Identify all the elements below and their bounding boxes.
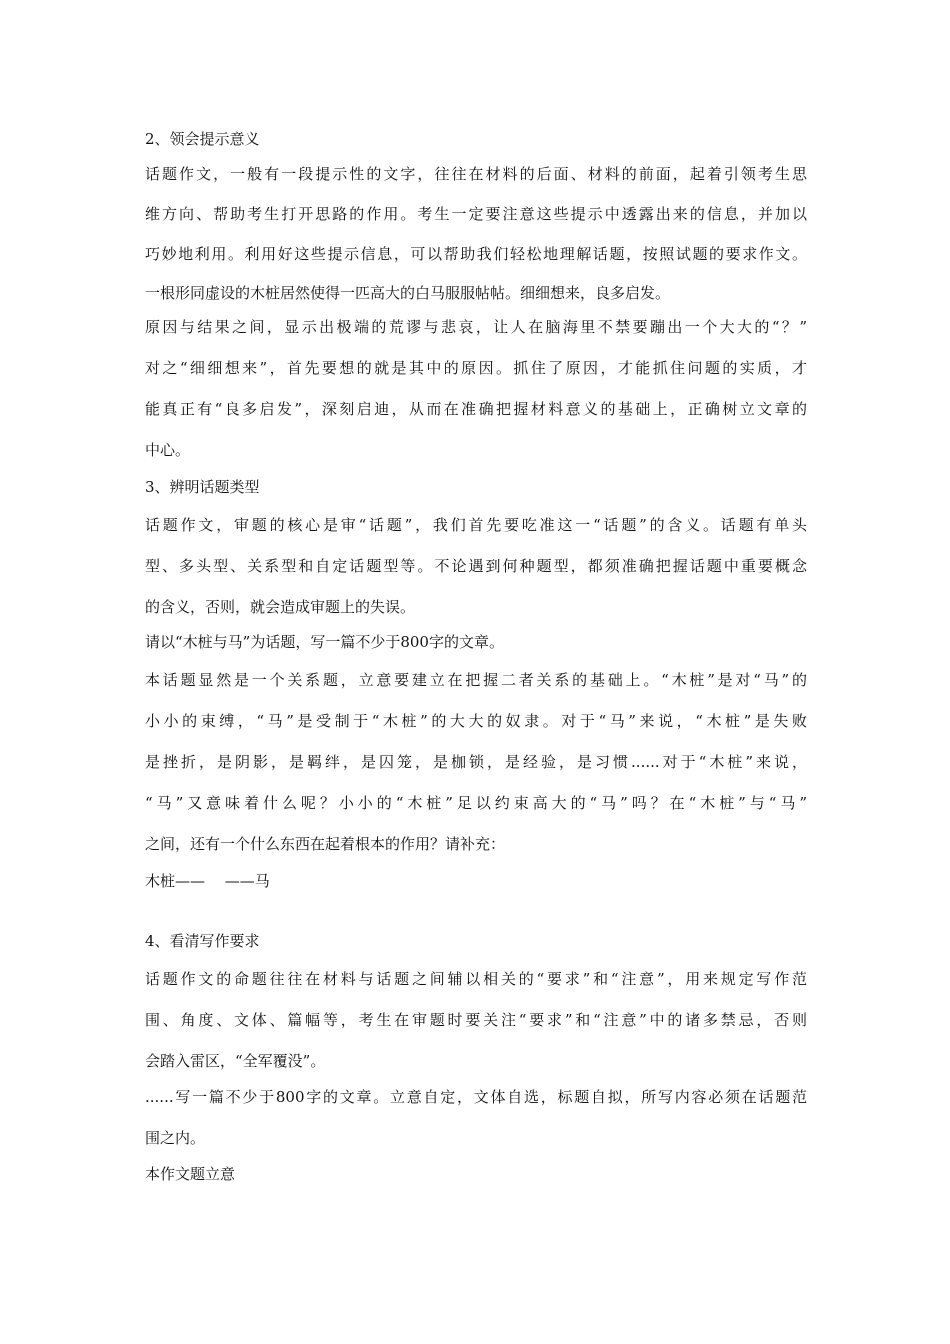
paragraph-line: 本话题显然是一个关系题，立意要建立在把握二者关系的基础上。“木桩”是对“马”的: [145, 671, 807, 689]
section-2-heading: 2、领会提示意义: [145, 130, 260, 148]
paragraph-line: 话题作文的命题往往在材料与话题之间辅以相关的“要求”和“注意”，用来规定写作范: [145, 970, 807, 988]
paragraph-line: 原因与结果之间，显示出极端的荒谬与悲哀，让人在脑海里不禁要蹦出一个大大的“？”: [145, 318, 807, 336]
paragraph-line: 本作文题立意: [145, 1165, 236, 1183]
fill-in-line: 木桩—— ——马: [145, 872, 270, 890]
section-4-heading: 4、看清写作要求: [145, 932, 260, 950]
paragraph-line: 之间，还有一个什么东西在起着根本的作用？请补充：: [145, 835, 506, 853]
paragraph-line: 巧妙地利用。利用好这些提示信息，可以帮助我们轻松地理解话题，按照试题的要求作文。: [145, 245, 807, 263]
paragraph-line: 话题作文，一般有一段提示性的文字，往往在材料的后面、材料的前面，起着引领考生思: [145, 165, 807, 183]
paragraph-line: ......写一篇不少于800字的文章。立意自定，文体自选，标题自拟，所写内容必须在话题范: [145, 1088, 807, 1106]
paragraph-line: 能真正有“良多启发”，深刻启迪，从而在准确把握材料意义的基础上，正确树立文章的: [145, 400, 807, 418]
paragraph-line: 围之内。: [145, 1129, 206, 1147]
paragraph-line: 维方向、帮助考生打开思路的作用。考生一定要注意这些提示中透露出来的信息，并加以: [145, 205, 807, 223]
quote-line: 一根形同虚设的木桩居然使得一匹高大的白马服服帖帖。细细想来，良多启发。: [145, 284, 671, 302]
prompt-line: 请以“木桩与马”为话题，写一篇不少于800字的文章。: [145, 633, 504, 651]
paragraph-line: 围、角度、文体、篇幅等，考生在审题时要关注“要求”和“注意”中的诸多禁忌，否则: [145, 1011, 807, 1029]
paragraph-line: 话题作文，审题的核心是审“话题”，我们首先要吃准这一“话题”的含义。话题有单头: [145, 516, 807, 534]
paragraph-line: “马”又意味着什么呢？小小的“木桩”足以约束高大的“马”吗？在“木桩”与“马”: [145, 794, 807, 812]
paragraph-line: 中心。: [145, 441, 191, 459]
paragraph-line: 小小的束缚，“马”是受制于“木桩”的大大的奴隶。对于“马”来说，“木桩”是失败: [145, 712, 807, 730]
paragraph-line: 的含义，否则，就会造成审题上的失误。: [145, 598, 416, 616]
paragraph-line: 是挫折，是阴影，是羁绊，是囚笼，是枷锁，是经验，是习惯......对于“木桩”来说，: [145, 753, 807, 771]
section-3-heading: 3、辨明话题类型: [145, 478, 260, 496]
paragraph-line: 对之“细细想来”，首先要想的就是其中的原因。抓住了原因，才能抓住问题的实质，才: [145, 359, 807, 377]
paragraph-line: 型、多头型、关系型和自定话题型等。不论遇到何种题型，都须准确把握话题中重要概念: [145, 557, 807, 575]
paragraph-line: 会踏入雷区，“全军覆没”。: [145, 1052, 326, 1070]
